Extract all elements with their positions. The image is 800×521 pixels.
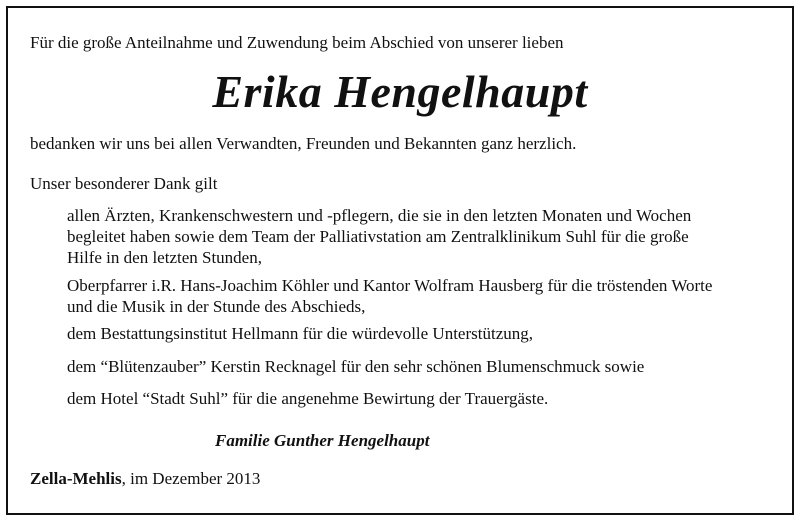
place: Zella-Mehlis [30,469,122,488]
place-date-line [30,469,260,489]
special-thanks-heading: Unser besonderer Dank gilt [30,174,218,193]
item-4-line-1: dem “Blütenzauber” Kerstin Recknagel für den sehr schönen Blumenschmuck sowie [67,357,645,376]
thanks-text: bedanken wir uns bei allen Verwandten, Freunden und Bekannten ganz herzlich. [30,134,577,153]
item-1-line-2: begleitet haben sowie dem Team der Palliativstation am Zentralklinikum Suhl für die große [67,227,689,246]
signature: Familie Gunther Hengelhaupt [215,431,430,450]
item-1-line-1: allen Ärzten, Krankenschwestern und -pflegern, die sie in den letzten Monaten und Wochen [67,206,692,225]
item-1-line-3: Hilfe in den letzten Stunden, [67,248,262,267]
item-2-line-1: Oberpfarrer i.R. Hans-Joachim Köhler und Kantor Wolfram Hausberg für die tröstenden Worte [67,276,713,295]
item-3-line-1: dem Bestattungsinstitut Hellmann für die würdevolle Unterstützung, [67,324,533,343]
item-5-line-1: dem Hotel “Stadt Suhl” für die angenehme Bewirtung der Trauergäste. [67,389,549,408]
deceased-name: Erika Hengelhaupt [212,66,588,117]
intro-text: Für die große Anteilnahme und Zuwendung beim Abschied von unserer lieben [30,33,564,52]
item-2-line-2: und die Musik in der Stunde des Abschieds, [67,297,366,316]
date: , im Dezember 2013 [121,469,261,488]
